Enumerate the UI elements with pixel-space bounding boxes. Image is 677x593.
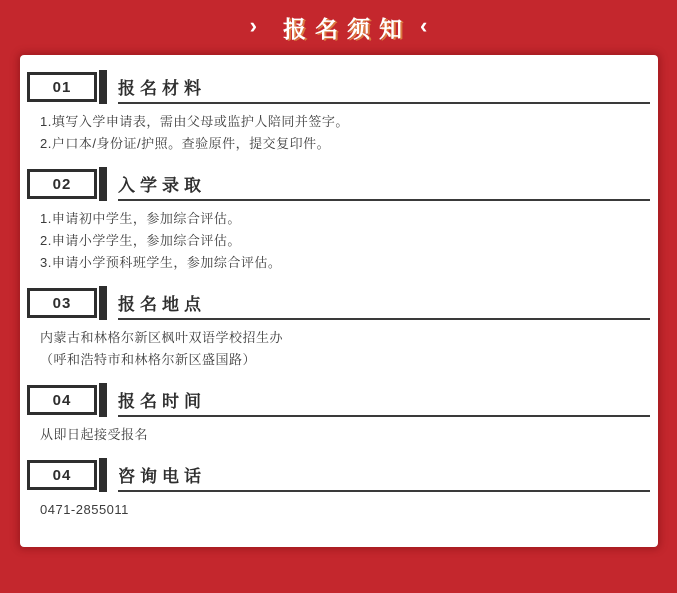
section-title: 报名地点 — [118, 294, 206, 314]
section-number-block — [27, 383, 107, 417]
section-title: 报名时间 — [118, 391, 206, 411]
section-number-bar — [99, 167, 107, 201]
section-number-bar — [99, 70, 107, 104]
section — [27, 458, 650, 521]
section-number-box — [27, 169, 97, 199]
section-number: 04 — [52, 391, 72, 409]
section — [27, 70, 650, 155]
notice-card — [20, 55, 658, 547]
list-item: 3.申请小学预科班学生，参加综合评估。 — [40, 255, 282, 270]
sections — [27, 70, 650, 521]
list-item: 1.填写入学申请表，需由父母或监护人陪同并签字。 — [40, 114, 349, 129]
section-number-box — [27, 288, 97, 318]
section-number-box — [27, 385, 97, 415]
section-number-bar — [99, 286, 107, 320]
section-number-block — [27, 458, 107, 492]
list-item: 0471-2855011 — [40, 502, 129, 517]
section-title: 入学录取 — [118, 175, 206, 195]
section-items — [27, 208, 650, 274]
list-item: 从即日起接受报名 — [40, 427, 149, 442]
section-header — [27, 458, 650, 492]
chevron-right-icon: › — [249, 12, 257, 38]
section-number-block — [27, 70, 107, 104]
section-items — [27, 111, 650, 155]
section-header — [27, 70, 650, 104]
section-number: 04 — [52, 466, 72, 484]
section-header — [27, 383, 650, 417]
section-number: 01 — [52, 78, 72, 96]
section — [27, 286, 650, 371]
list-item: 1.申请初中学生，参加综合评估。 — [40, 211, 241, 226]
section-number: 03 — [52, 294, 72, 312]
section-items — [27, 424, 650, 446]
chevron-left-icon: ‹ — [420, 12, 428, 38]
section-number-block — [27, 286, 107, 320]
list-item: 2.户口本/身份证/护照。查验原件，提交复印件。 — [40, 136, 331, 151]
section-title-underline — [118, 286, 650, 320]
section-items — [27, 499, 650, 521]
section — [27, 167, 650, 274]
section-number-block — [27, 167, 107, 201]
list-item: （呼和浩特市和林格尔新区盛国路） — [40, 352, 257, 367]
section-title-underline — [118, 167, 650, 201]
page-title: 报名须知 — [283, 16, 411, 42]
section-title-underline — [118, 458, 650, 492]
section-title-underline — [118, 383, 650, 417]
section-title-underline — [118, 70, 650, 104]
section-title: 报名材料 — [118, 78, 206, 98]
section-number-bar — [99, 458, 107, 492]
banner — [0, 0, 677, 55]
section-header — [27, 286, 650, 320]
list-item: 内蒙古和林格尔新区枫叶双语学校招生办 — [40, 330, 284, 345]
section — [27, 383, 650, 446]
section-items — [27, 327, 650, 371]
section-title: 咨询电话 — [118, 466, 206, 486]
section-header — [27, 167, 650, 201]
section-number-box — [27, 460, 97, 490]
list-item: 2.申请小学学生，参加综合评估。 — [40, 233, 241, 248]
section-number-bar — [99, 383, 107, 417]
section-number-box — [27, 72, 97, 102]
section-number: 02 — [52, 175, 72, 193]
